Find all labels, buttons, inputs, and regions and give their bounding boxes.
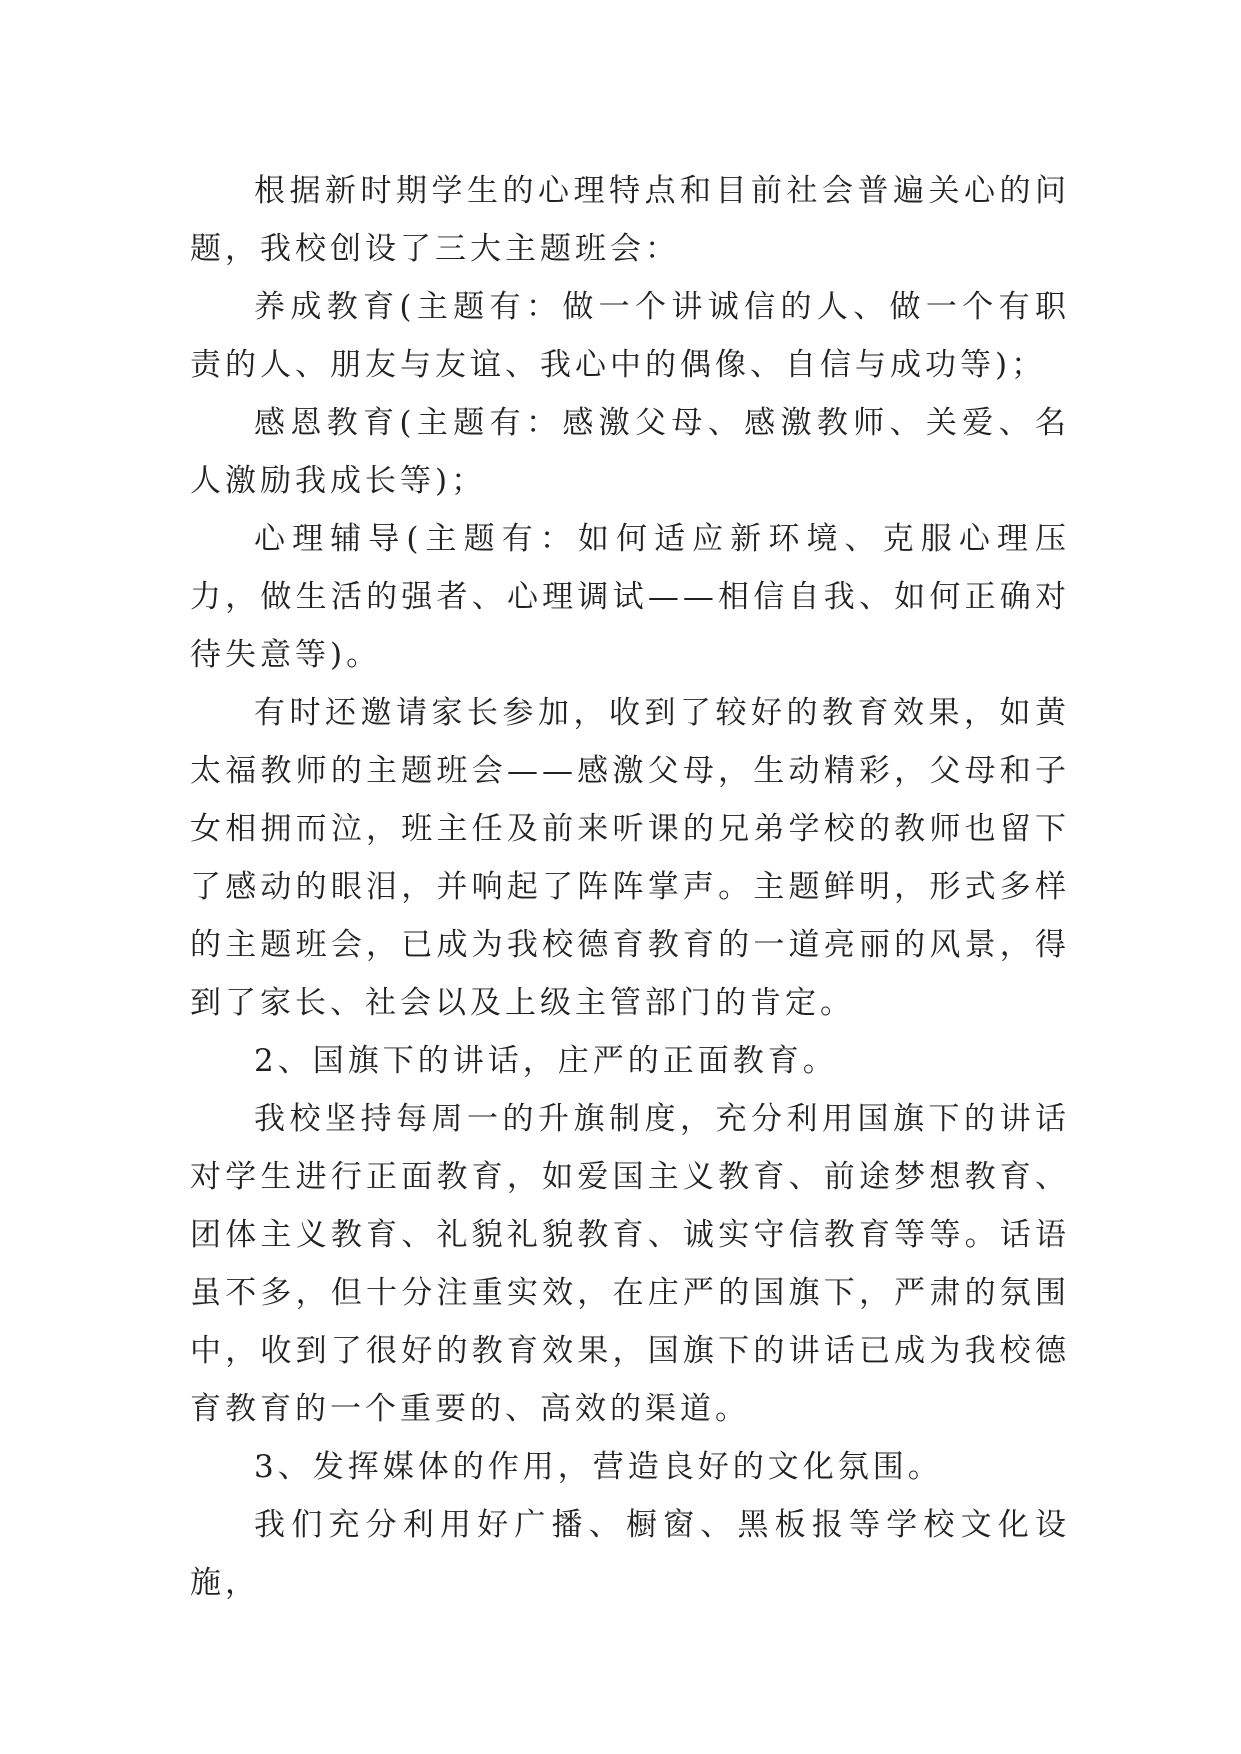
paragraph-parent-participation: 有时还邀请家长参加，收到了较好的教育效果，如黄太福教师的主题班会——感激父母，生动精彩，父母和子女相拥而泣，班主任及前来听课的兄弟学校的教师也留下了感动的眼泪，并响起了阵阵掌声。主题鲜明，形式多样的主题班会，已成为我校德育教育的一道亮丽的风景，得到了家长、社会以及上级主管部门的肯定。 — [190, 695, 1070, 1021]
section-heading-media: 3、发挥媒体的作用，营造良好的文化氛围。 — [254, 1449, 943, 1485]
paragraph-intro: 根据新时期学生的心理特点和目前社会普遍关心的问题，我校创设了三大主题班会： — [190, 173, 1070, 267]
paragraph-flag-speech: 我校坚持每周一的升旗制度，充分利用国旗下的讲话对学生进行正面教育，如爱国主义教育、前途梦想教育、团体主义教育、礼貌礼貌教育、诚实守信教育等等。话语虽不多，但十分注重实效，在庄严的国旗下，严肃的氛围中，收到了很好的教育效果，国旗下的讲话已成为我校德育教育的一个重要的、高效的渠道。 — [190, 1101, 1070, 1427]
paragraph-media: 我们充分利用好广播、橱窗、黑板报等学校文化设施， — [190, 1507, 1070, 1601]
paragraph-psychological-counseling: 心理辅导(主题有：如何适应新环境、克服心理压力，做生活的强者、心理调试——相信自我、如何正确对待失意等)。 — [190, 521, 1070, 673]
paragraph-gratitude-education: 感恩教育(主题有：感激父母、感激教师、关爱、名人激励我成长等)； — [190, 405, 1070, 499]
paragraph-habit-education: 养成教育(主题有：做一个讲诚信的人、做一个有职责的人、朋友与友谊、我心中的偶像、自信与成功等)； — [190, 289, 1070, 383]
document-body — [190, 162, 1070, 1612]
section-heading-flag-speech: 2、国旗下的讲话，庄严的正面教育。 — [254, 1043, 838, 1079]
